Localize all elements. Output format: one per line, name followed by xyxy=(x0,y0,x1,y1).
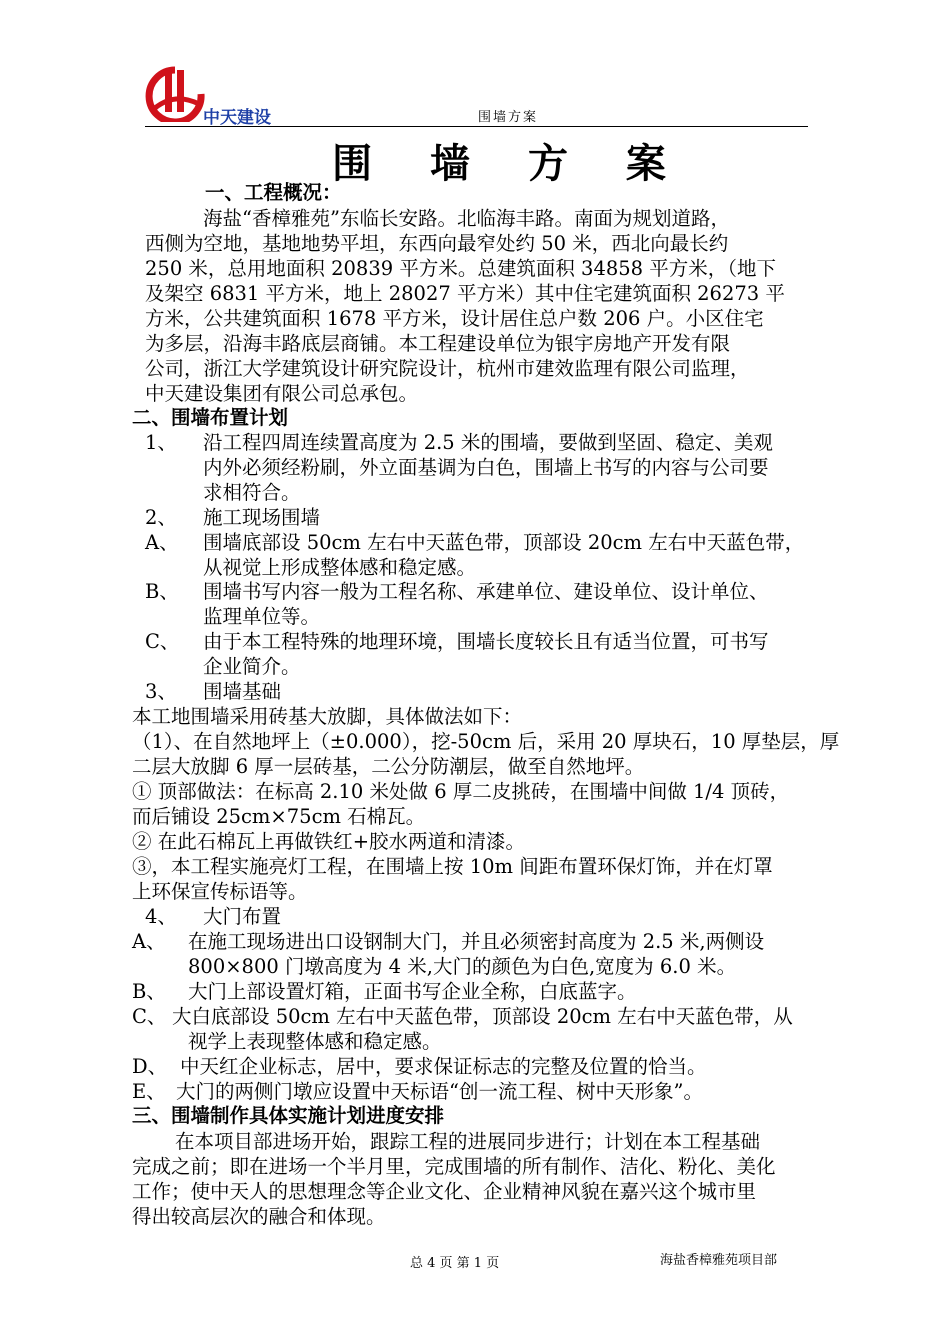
paragraph-line: 中天建设集团有限公司总承包。 xyxy=(145,382,419,405)
paragraph-line: （1）、在自然地坪上（±0.000），挖-50cm 后，采用 20 厚块石，10 厚垫层，厚 xyxy=(132,730,840,753)
paragraph-line: 得出较高层次的融合和体现。 xyxy=(132,1205,386,1228)
list-item-text: 围墙基础 xyxy=(203,680,282,703)
list-marker: A、 xyxy=(145,531,179,554)
list-item-text: 企业简介。 xyxy=(203,655,301,678)
paragraph-line: 完成之前；即在进场一个半月里，完成围墙的所有制作、洁化、粉化、美化 xyxy=(132,1155,776,1178)
paragraph-line: 方米，公共建筑面积 1678 平方米，设计居住总户数 206 户。小区住宅 xyxy=(145,307,764,330)
paragraph-line: 在本项目部进场开始，跟踪工程的进展同步进行；计划在本工程基础 xyxy=(175,1130,761,1153)
list-item-text: 沿工程四周连续置高度为 2.5 米的围墙，要做到坚固、稳定、美观 xyxy=(203,431,773,454)
page-number: 总 4 页 第 1 页 xyxy=(410,1256,500,1271)
list-item-text: 求相符合。 xyxy=(203,481,301,504)
section-heading: 三、围墙制作具体实施计划进度安排 xyxy=(132,1104,445,1127)
company-logo-icon xyxy=(145,66,205,122)
list-item-text: 由于本工程特殊的地理环境，围墙长度较长且有适当位置，可书写 xyxy=(203,630,769,653)
paragraph-line: 上环保宣传标语等。 xyxy=(132,880,308,903)
paragraph-line: ① 顶部做法：在标高 2.10 米处做 6 厚二皮挑砖，在围墙中间做 1/4 顶砖， xyxy=(132,780,790,803)
list-marker: A、 xyxy=(132,930,166,953)
list-item-text: 800×800 门墩高度为 4 米,大门的颜色为白色,宽度为 6.0 米。 xyxy=(188,955,737,978)
list-item-text: 从视觉上形成整体感和稳定感。 xyxy=(203,556,477,579)
paragraph-line: 而后铺设 25cm×75cm 石棉瓦。 xyxy=(132,805,426,828)
list-marker: E、 xyxy=(132,1080,166,1103)
list-item-text: 内外必须经粉刷，外立面基调为白色，围墙上书写的内容与公司要 xyxy=(203,456,769,479)
list-item-text: 视学上表现整体感和稳定感。 xyxy=(188,1030,442,1053)
header-doc-title: 围墙方案 xyxy=(478,110,539,125)
footer-department: 海盐香樟雅苑项目部 xyxy=(660,1253,778,1268)
list-marker: D、 xyxy=(132,1055,168,1078)
list-marker: 3、 xyxy=(145,680,177,703)
list-marker: B、 xyxy=(145,580,179,603)
paragraph-line: ② 在此石棉瓦上再做铁红+胶水两道和清漆。 xyxy=(132,830,526,853)
list-item-text: 施工现场围墙 xyxy=(203,506,321,529)
header-divider xyxy=(145,126,808,127)
list-marker: 2、 xyxy=(145,506,177,529)
paragraph-line: 250 米，总用地面积 20839 平方米。总建筑面积 34858 平方米，（地下 xyxy=(145,257,777,280)
list-marker: C、 xyxy=(145,630,180,653)
paragraph-line: 工作；使中天人的思想理念等企业文化、企业精神风貌在嘉兴这个城市里 xyxy=(132,1180,757,1203)
brand-name: 中天建设 xyxy=(203,108,271,128)
paragraph-line: 西侧为空地，基地地势平坦，东西向最窄处约 50 米，西北向最长约 xyxy=(145,232,729,255)
list-marker: C、 xyxy=(132,1005,167,1028)
paragraph-line: 二层大放脚 6 厚一层砖基，二公分防潮层，做至自然地坪。 xyxy=(132,755,645,778)
paragraph-line: 本工地围墙采用砖基大放脚，具体做法如下： xyxy=(132,705,523,728)
list-item-text: 中天红企业标志，居中，要求保证标志的完整及位置的恰当。 xyxy=(180,1055,707,1078)
page-title: 围 墙 方 案 xyxy=(332,140,688,187)
section-heading: 一、工程概况： xyxy=(205,181,342,204)
list-item-text: 大门的两侧门墩应设置中天标语“创一流工程、树中天形象”。 xyxy=(176,1080,703,1103)
list-item-text: 围墙底部设 50cm 左右中天蓝色带，顶部设 20cm 左右中天蓝色带， xyxy=(203,531,805,554)
paragraph-line: ③，本工程实施亮灯工程，在围墙上按 10m 间距布置环保灯饰，并在灯罩 xyxy=(132,855,773,878)
list-item-text: 大白底部设 50cm 左右中天蓝色带，顶部设 20cm 左右中天蓝色带，从 xyxy=(172,1005,793,1028)
paragraph-line: 为多层，沿海丰路底层商铺。本工程建设单位为银宇房地产开发有限 xyxy=(145,332,731,355)
paragraph-line: 公司，浙江大学建筑设计研究院设计，杭州市建效监理有限公司监理， xyxy=(145,357,750,380)
list-item-text: 大门布置 xyxy=(203,905,282,928)
list-marker: 1、 xyxy=(145,431,177,454)
list-item-text: 大门上部设置灯箱，正面书写企业全称，白底蓝字。 xyxy=(188,980,637,1003)
list-marker: B、 xyxy=(132,980,166,1003)
section-heading: 二、围墙布置计划 xyxy=(132,406,289,429)
paragraph-line: 及架空 6831 平方米，地上 28027 平方米）其中住宅建筑面积 26273 平 xyxy=(145,282,785,305)
list-item-text: 监理单位等。 xyxy=(203,605,321,628)
list-item-text: 在施工现场进出口设钢制大门，并且必须密封高度为 2.5 米,两侧设 xyxy=(188,930,765,953)
list-marker: 4、 xyxy=(145,905,177,928)
paragraph-line: 海盐“香樟雅苑”东临长安路。北临海丰路。南面为规划道路， xyxy=(203,207,730,230)
list-item-text: 围墙书写内容一般为工程名称、承建单位、建设单位、设计单位、 xyxy=(203,580,769,603)
